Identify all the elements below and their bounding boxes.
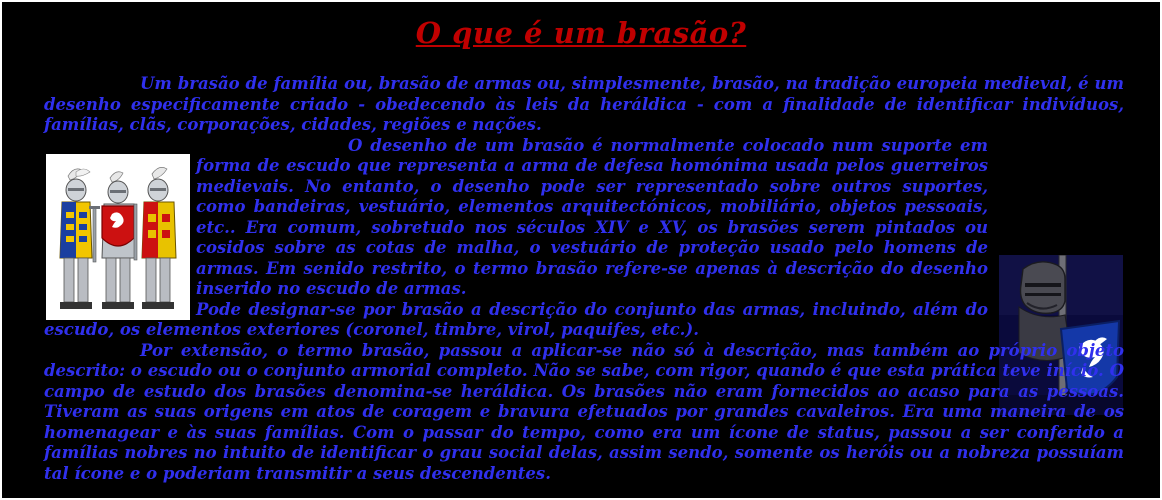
page-title: O que é um brasão? [415,16,747,50]
paragraph-1: Um brasão de família ou, brasão de armas ou, simplesmente, brasão, na tradição europeia medieval, é um desenho especificamente criado - obedecendo às leis da heráldica - com a finalidade de identificar indivíduos, famílias, clãs, corporações, cidades, regiões e nações. [44,74,1124,134]
paragraph-2: O desenho de um brasão é normalmente colocado num suporte em forma de escudo que representa a arma de defesa homónima usada pelos guerreiros medievais. No entanto, o desenho pode ser representado sobre outros suportes, como bandeiras, vestuário, elementos arquitectónicos, mobiliário, objetos pessoais, etc.. Era comum, sobretudo nos séculos XIV e XV, os brasões serem pintados ou cosidos sobre as cotas de malha, o vestuário de proteção usado pelo homens de armas. Em senido restrito, o termo brasão refere-se apenas à descrição do desenho inserido no escudo de armas. [196,135,988,298]
paragraph-3: Pode designar-se por brasão a descrição do conjunto das armas, incluindo, além do escudo, os elementos exteriores (coronel, timbre, virol, paquifes, etc.). [44,299,988,339]
right-image-wrap [988,136,1124,302]
paragraph-4: Por extensão, o termo brasão, passou a aplicar-se não só à descrição, mas também ao próprio objeto descrito: o escudo ou o conjunto armorial completo. Não se sabe, com rigor, quando é que esta prática teve início. O campo de estudo dos brasões denomina-se heráldica. Os brasões não eram fornecidos ao acaso para as pessoas. Tiveram as suas origens em atos de coragem e bravura efetuados por grandes cavaleiros. Era uma maneira de os homenagear e às suas famílias. Com o passar do tempo, como era um ícone de status, passou a ser conferido a famílias nobres no intuito de identificar o grau social delas, assim sendo, somente os heróis ou a nobreza possuíam tal ícone e o poderiam transmitir a seus descendentes. [44,340,1124,483]
article-body [44,74,1124,484]
left-image-wrap [44,136,196,308]
